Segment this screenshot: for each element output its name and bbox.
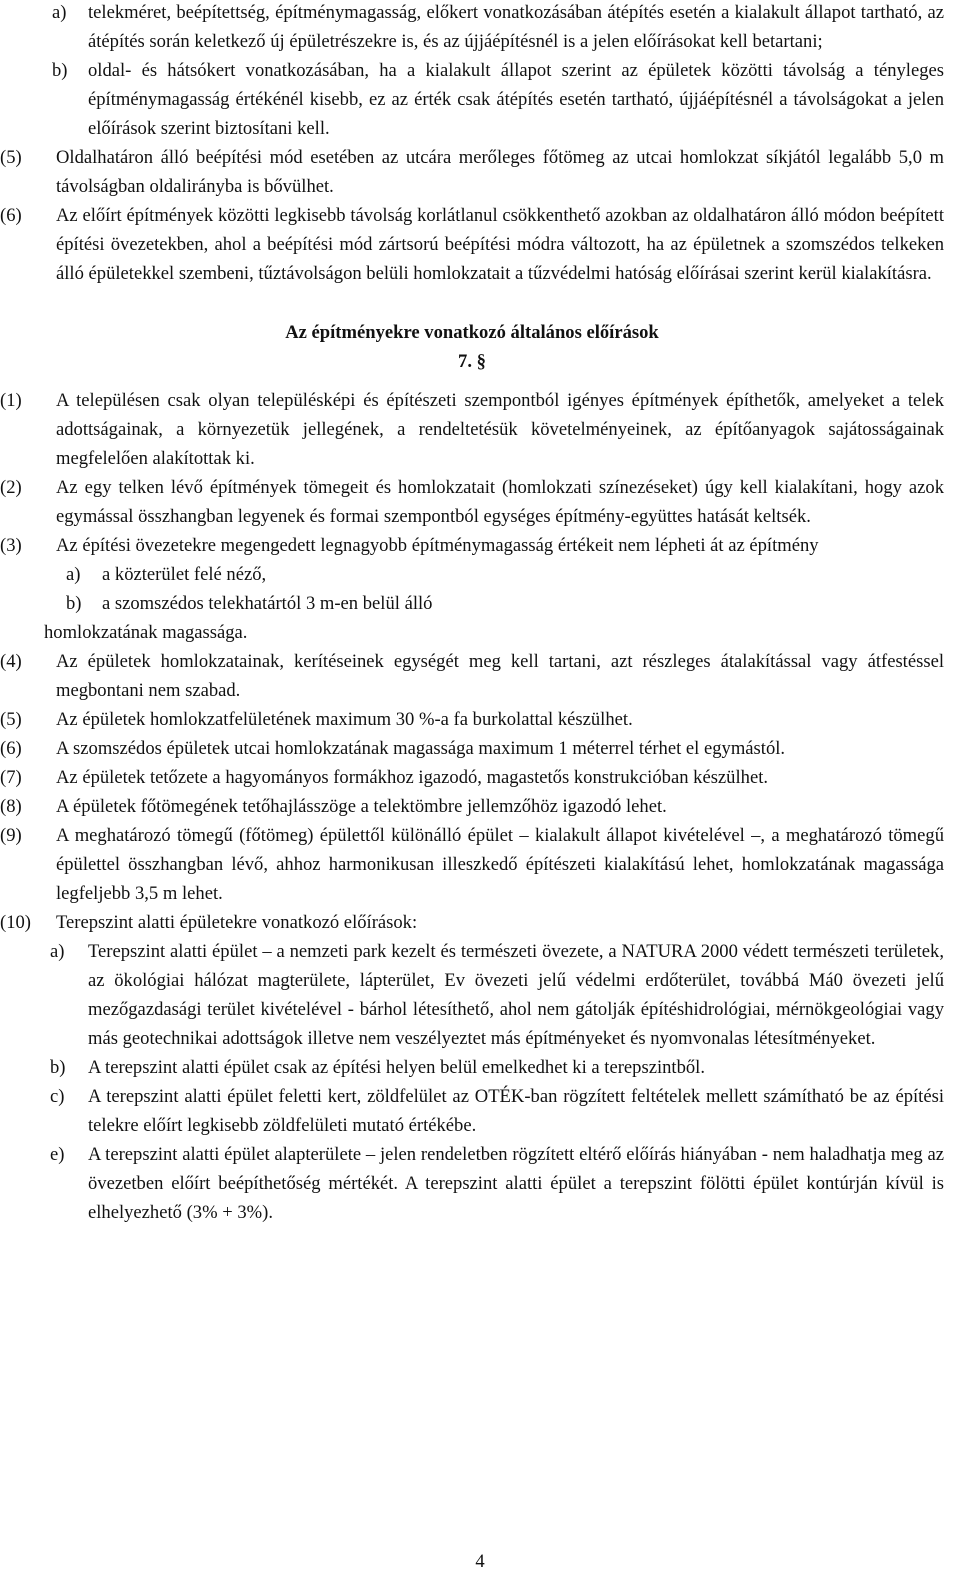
paragraph-text [56, 531, 944, 560]
paragraph-text: A meghatározó tömegű (főtömeg) épülettől különálló épület – kialakult állapot kivételével –, a meghatározó tömegű épülettel összhangban lévő, ahhoz harmonikusan illeszkedő építészeti kialakítású lehet, homlokzatának magassága legfeljebb 3,5 m lehet. [56, 825, 944, 904]
paragraph-3-item-a [66, 560, 944, 589]
paragraph-10 [0, 908, 944, 937]
intro-block [0, 0, 944, 288]
paragraph-3-tail: homlokzatának magassága. [44, 622, 248, 643]
paragraph-text: Az épületek homlokzatfelületének maximum 30 %-a fa burkolattal készülhet. [56, 709, 633, 730]
paragraph-10-item-e [50, 1140, 944, 1227]
paragraph-7 [0, 763, 944, 792]
item-text: A terepszint alatti épület alapterülete – jelen rendeletben rögzített eltérő előírás hiányában - nem haladhatja meg az övezetben előírt beépíthetőség mértékét. A terepszint alatti épület a terepszint fölötti épület kontúrján kívül is elhelyezhető (3% + 3%). [88, 1144, 944, 1223]
paragraph-3-subitems [56, 560, 944, 618]
paragraph-label: (5) [0, 147, 22, 168]
paragraph-text: Oldalhatáron álló beépítési mód esetében az utcára merőleges főtömeg az utcai homlokzat síkjától legalább 5,0 m távolságban oldalirányba is bővülhet. [56, 147, 944, 197]
intro-item-b [52, 56, 944, 143]
paragraph-10-item-c [50, 1082, 944, 1140]
section-number: 7. § [458, 351, 486, 372]
item-label: a) [66, 564, 81, 585]
paragraph-8 [0, 792, 944, 821]
paragraph-label: (10) [0, 912, 31, 933]
paragraph-3 [0, 531, 944, 560]
paragraph-text: A szomszédos épületek utcai homlokzatának magassága maximum 1 méterrel térhet el egymástól. [56, 738, 786, 759]
paragraph-text: Az épületek homlokzatainak, kerítéseinek egységét meg kell tartani, azt részleges átalakítással vagy átfestéssel megbontani nem szabad. [56, 651, 944, 701]
paragraph-9 [0, 821, 944, 908]
item-text: telekméret, beépítettség, építménymagasság, előkert vonatkozásában átépítés esetén a kialakult állapot tartható, az átépítés során keletkező új épületrészekre is, és az újjáépítésnél is a jelen előírásokat kell betartani; [88, 2, 944, 52]
paragraph-4 [0, 647, 944, 705]
paragraph-label: (6) [0, 738, 22, 759]
page-number: 4 [475, 1551, 485, 1572]
paragraph-label: (9) [0, 825, 22, 846]
paragraph-text: Terepszint alatti épületekre vonatkozó előírások: [56, 912, 418, 933]
section-body [0, 386, 944, 1227]
paragraph-label: (7) [0, 767, 22, 788]
paragraph-text: Az előírt építmények közötti legkisebb távolság korlátlanul csökkenthető azokban az oldalhatáron álló módon beépített építési övezetekben, ahol a beépítési mód zártsorú beépítési módra változott, ha az épületnek a szomszédos telkeken álló épületekkel szembeni, tűztávolságon belüli homlokzatait a tűzvédelmi hatóság előírásai szerint kerül kialakításra. [56, 205, 944, 284]
item-text: oldal- és hátsókert vonatkozásában, ha a kialakult állapot szerint az épületek közötti távolság a tényleges építménymagasság értékénél kisebb, ez az érték csak átépítés esetén tartható, újjáépítésnél a távolságokat a jelen előírások szerint biztosítani kell. [88, 60, 944, 139]
paragraph-label: (6) [0, 205, 22, 226]
paragraph-text: A épületek főtömegének tetőhajlásszöge a telektömbre jellemzőhöz igazodó lehet. [56, 796, 667, 817]
paragraph-3-text: Az építési övezetekre megengedett legnagyobb építménymagasság értékeit nem lépheti át az építmény [56, 535, 819, 556]
paragraph-label: (3) [0, 535, 22, 556]
intro-item-a [52, 0, 944, 56]
paragraph-1 [0, 386, 944, 473]
item-text: A terepszint alatti épület feletti kert, zöldfelület az OTÉK-ban rögzített feltételek mellett számítható be az építési telekre előírt legkisebb zöldfelületi mutató értékébe. [88, 1086, 944, 1136]
item-label: b) [52, 60, 68, 81]
intro-paragraph-5 [0, 143, 944, 201]
item-text: A terepszint alatti épület csak az építési helyen belül emelkedhet ki a terepszintből. [88, 1057, 705, 1078]
item-text: a szomszédos telekhatártól 3 m-en belül álló [102, 593, 433, 614]
paragraph-label: (2) [0, 477, 22, 498]
paragraph-3-item-b [66, 589, 944, 618]
paragraph-10-item-a [50, 937, 944, 1053]
item-label: a) [52, 2, 67, 23]
paragraph-text: A településen csak olyan településképi és építészeti szempontból igényes építmények építhetők, amelyeket a telek adottságainak, a környezetük jellegének, a rendeltetésük követelményeinek, az építőanyagok sajátosságainak megfelelően alakítottak ki. [56, 390, 944, 469]
paragraph-text: Az egy telken lévő építmények tömegeit és homlokzatait (homlokzati színezéseket) úgy kell kialakítani, hogy azok egymással összhangban legyenek és formai szempontból egységes építmény-együttes hatását keltsék. [56, 477, 944, 527]
paragraph-text: Az épületek tetőzete a hagyományos formákhoz igazodó, magastetős konstrukcióban készülhet. [56, 767, 769, 788]
paragraph-10-item-b [50, 1053, 944, 1082]
paragraph-label: (5) [0, 709, 22, 730]
item-label: e) [50, 1144, 65, 1165]
paragraph-5 [0, 705, 944, 734]
item-label: b) [66, 593, 82, 614]
intro-paragraph-6 [0, 201, 944, 288]
paragraph-label: (8) [0, 796, 22, 817]
section-heading: Az építményekre vonatkozó általános előírások [285, 322, 659, 343]
item-label: c) [50, 1086, 65, 1107]
item-text: Terepszint alatti épület – a nemzeti park kezelt és természeti övezete, a NATURA 2000 védett természeti területek, az ökológiai hálózat magterülete, lápterület, Ev övezeti jelű védelmi erdőterület, továbbá Má0 övezeti jelű mezőgazdasági terület kivételével - bárhol létesíthető, ahol nem gátolják építéshidrológiai, mérnökgeológiai vagy más geotechnikai adottságok illetve nem veszélyeztet más építményeket és nyomvonalas létesítményeket. [88, 941, 944, 1049]
paragraph-label: (1) [0, 390, 22, 411]
item-label: a) [50, 941, 65, 962]
paragraph-2 [0, 473, 944, 531]
item-label: b) [50, 1057, 66, 1078]
paragraph-6 [0, 734, 944, 763]
item-text: a közterület felé néző, [102, 564, 267, 585]
paragraph-label: (4) [0, 651, 22, 672]
